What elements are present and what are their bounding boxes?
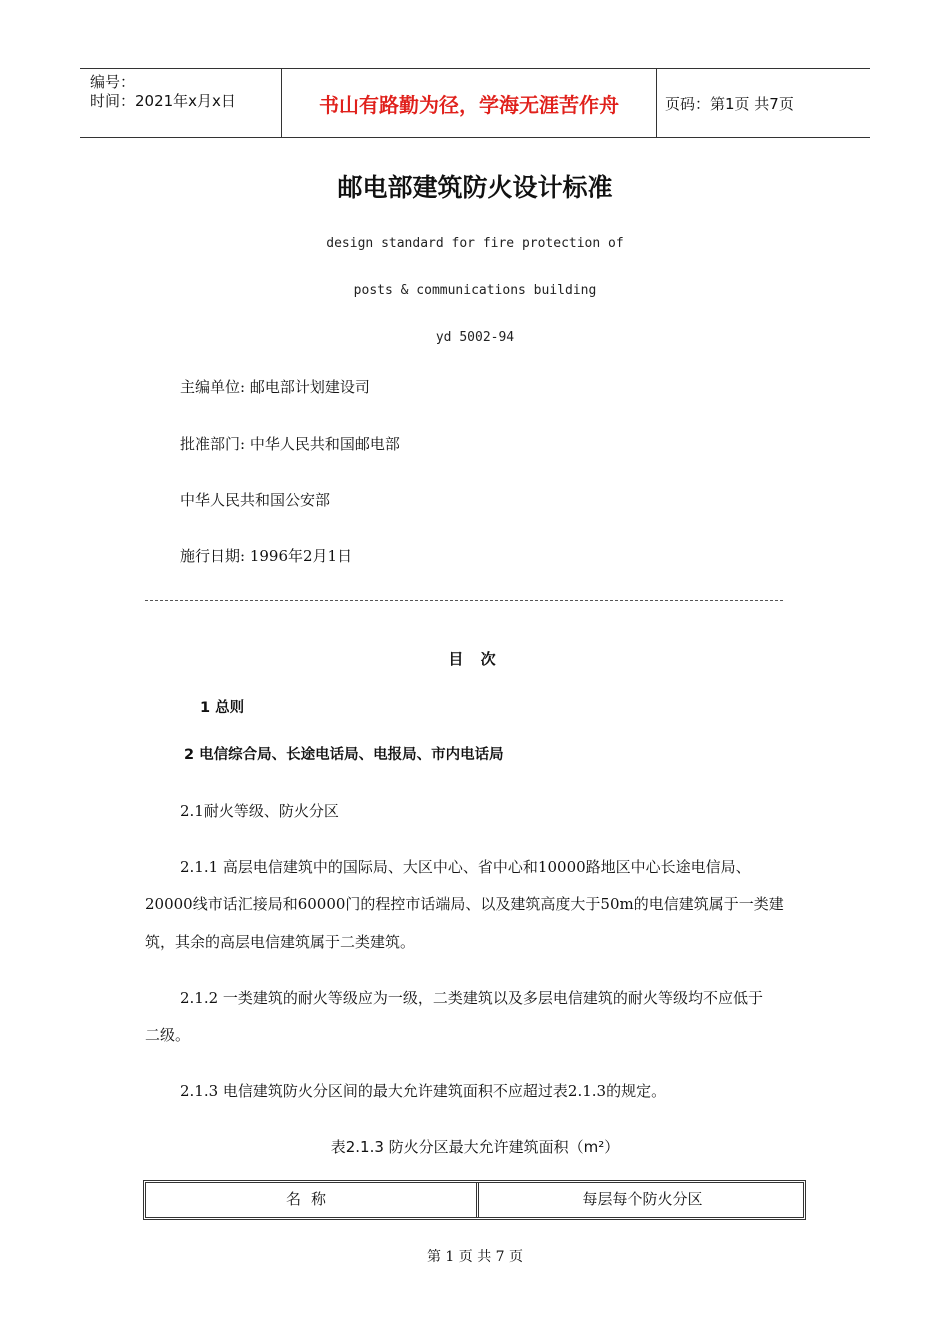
header-left-cell bbox=[90, 73, 236, 111]
header-table bbox=[80, 68, 870, 138]
editor-unit: 主编单位: 邮电部计划建设司 bbox=[180, 378, 370, 396]
english-title-line-1: design standard for fire protection of bbox=[326, 236, 624, 251]
approval-department-2: 中华人民共和国公安部 bbox=[180, 491, 331, 509]
standard-code: yd 5002-94 bbox=[435, 330, 515, 345]
table-caption: 表2.1.3 防火分区最大允许建筑面积（m²） bbox=[330, 1138, 620, 1156]
time-label: 时间：2021年x月x日 bbox=[90, 92, 236, 110]
clause-2-1-1-line-2: 20000线市话汇接局和60000门的程控市话端局、以及建筑高度大于50m的电信建筑属于一类建 bbox=[145, 895, 784, 913]
document-title: 邮电部建筑防火设计标准 bbox=[337, 173, 613, 202]
dashed-divider bbox=[145, 600, 783, 601]
section-heading-2-1: 2.1耐火等级、防火分区 bbox=[180, 802, 339, 820]
approval-department: 批准部门: 中华人民共和国邮电部 bbox=[180, 435, 400, 453]
clause-2-1-2-line-1: 2.1.2 一类建筑的耐火等级应为一级，二类建筑以及多层电信建筑的耐火等级均不应低于 bbox=[180, 989, 763, 1007]
clause-2-1-1-line-3: 筑，其余的高层电信建筑属于二类建筑。 bbox=[145, 933, 416, 951]
clause-2-1-1-line-1: 2.1.1 高层电信建筑中的国际局、大区中心、省中心和10000路地区中心长途电信局、 bbox=[180, 858, 751, 876]
clause-2-1-2-line-2: 二级。 bbox=[145, 1026, 191, 1044]
toc-item-general: 1 总则 bbox=[200, 700, 245, 716]
table-header-per-floor: 每层每个防火分区 bbox=[582, 1190, 703, 1208]
header-page-info: 页码：第1页 共7页 bbox=[665, 94, 794, 113]
header-divider-right bbox=[656, 69, 657, 137]
toc-item-telecom: 2 电信综合局、长途电话局、电报局、市内电话局 bbox=[184, 747, 504, 763]
effective-date: 施行日期: 1996年2月1日 bbox=[180, 547, 353, 565]
code-label: 编号： bbox=[90, 73, 136, 91]
table-header-name: 名称 bbox=[285, 1190, 336, 1208]
fire-zone-table bbox=[143, 1180, 806, 1220]
clause-2-1-3: 2.1.3 电信建筑防火分区间的最大允许建筑面积不应超过表2.1.3的规定。 bbox=[180, 1082, 667, 1100]
page-footer: 第 1 页 共 7 页 bbox=[426, 1249, 524, 1265]
header-motto: 书山有路勤为径，学海无涯苦作舟 bbox=[319, 92, 619, 117]
toc-title: 目 次 bbox=[448, 650, 502, 668]
english-title-line-2: posts & communications building bbox=[353, 283, 597, 298]
